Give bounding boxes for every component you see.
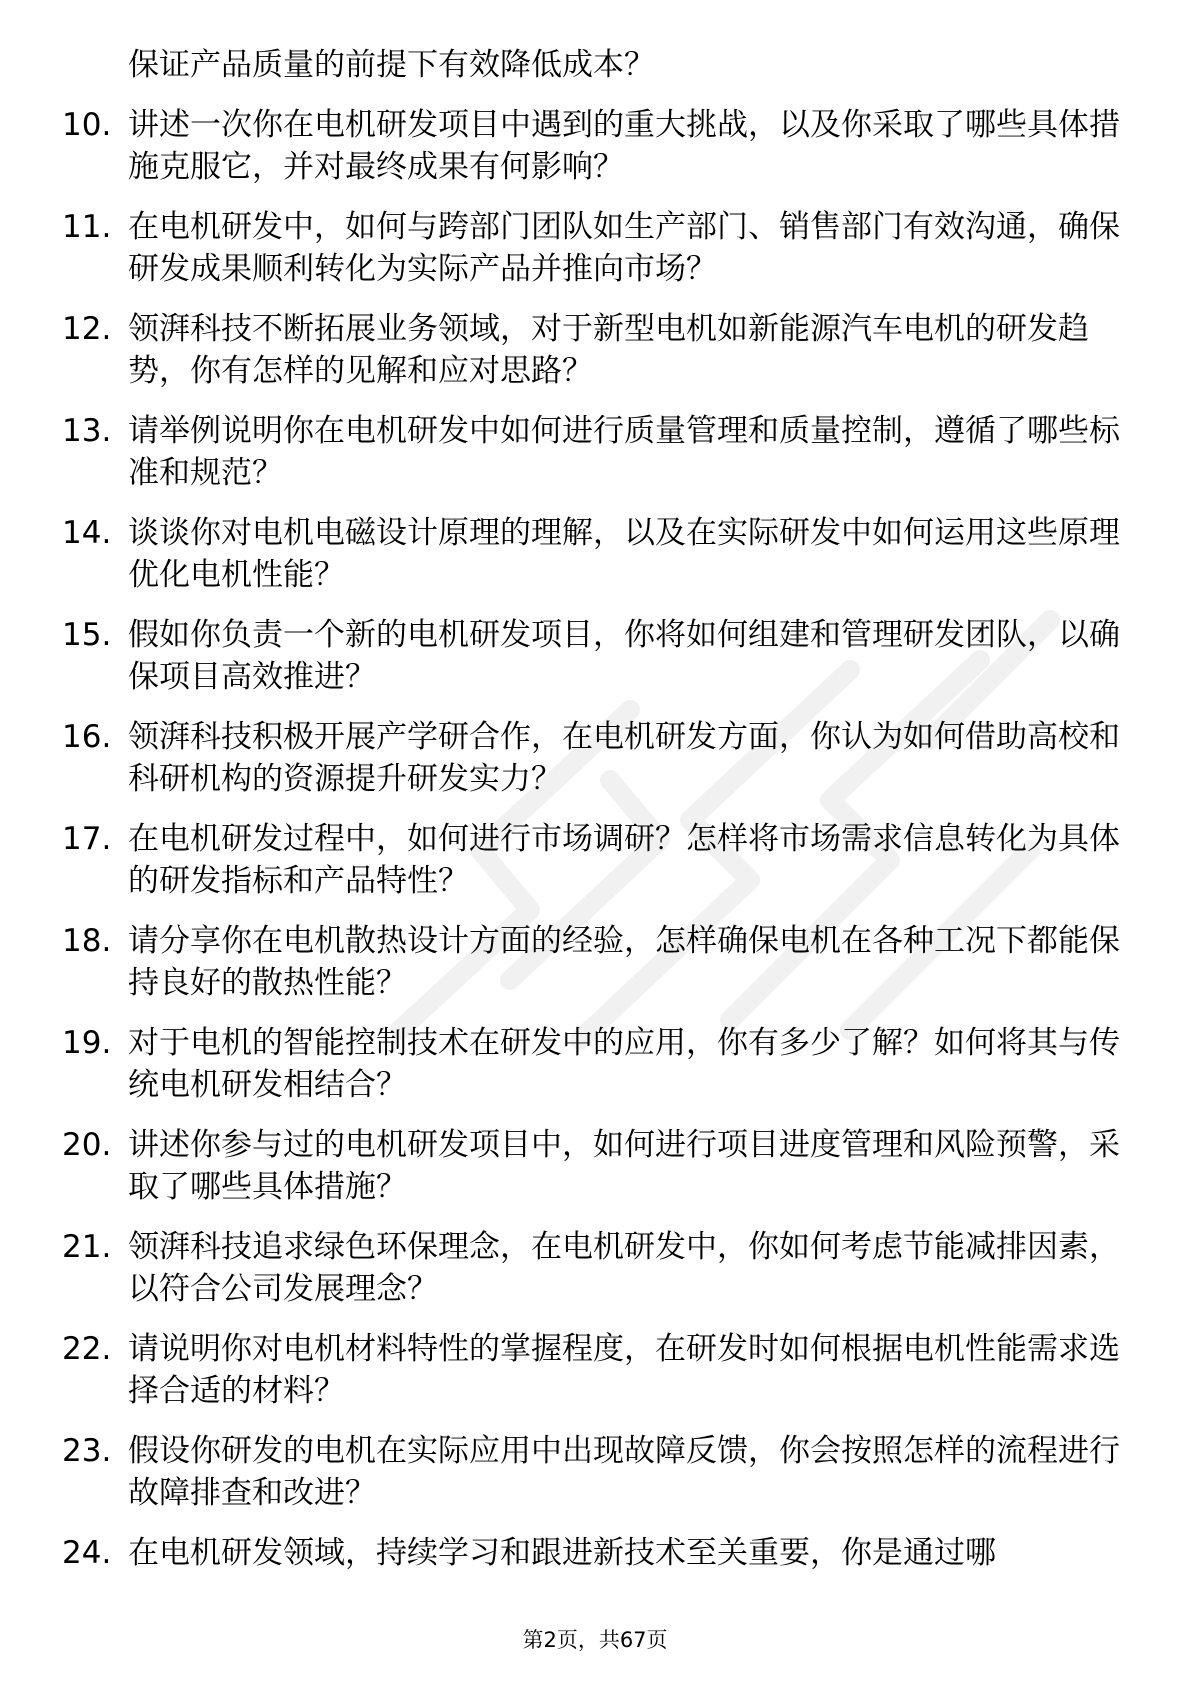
list-item [62, 206, 1122, 290]
item-number: 22. [62, 1331, 112, 1367]
item-text: 请分享你在电机散热设计方面的经验，怎样确保电机在各种工况下都能保持良好的散热性能？ [128, 923, 1120, 1001]
item-number: 17. [62, 821, 112, 857]
item-number: 14. [62, 515, 112, 551]
item-number: 15. [62, 617, 112, 653]
list-item [62, 818, 1122, 902]
list-item [62, 1328, 1122, 1412]
list-item [62, 1124, 1122, 1208]
item-text: 讲述一次你在电机研发项目中遇到的重大挑战，以及你采取了哪些具体措施克服它，并对最终成果有何影响？ [128, 107, 1120, 185]
list-item [62, 1022, 1122, 1106]
item-text: 谈谈你对电机电磁设计原理的理解，以及在实际研发中如何运用这些原理优化电机性能？ [128, 515, 1120, 593]
list-item [62, 104, 1122, 188]
item-number: 10. [62, 107, 112, 143]
page-footer: 第2页，共67页 [522, 1628, 668, 1652]
item-text: 领湃科技积极开展产学研合作，在电机研发方面，你认为如何借助高校和科研机构的资源提升研发实力？ [128, 719, 1120, 797]
item-text: 讲述你参与过的电机研发项目中，如何进行项目进度管理和风险预警，采取了哪些具体措施？ [128, 1127, 1120, 1205]
item-text: 假如你负责一个新的电机研发项目，你将如何组建和管理研发团队，以确保项目高效推进？ [128, 617, 1120, 695]
item-text: 对于电机的智能控制技术在研发中的应用，你有多少了解？如何将其与传统电机研发相结合？ [128, 1025, 1120, 1103]
item-text: 领湃科技追求绿色环保理念，在电机研发中，你如何考虑节能减排因素，以符合公司发展理念？ [128, 1229, 1120, 1307]
item-number: 23. [62, 1433, 112, 1469]
item-text: 在电机研发领域，持续学习和跟进新技术至关重要，你是通过哪 [128, 1535, 996, 1571]
item-text: 领湃科技不断拓展业务领域，对于新型电机如新能源汽车电机的研发趋势，你有怎样的见解和应对思路？ [128, 311, 1089, 389]
list-item [62, 920, 1122, 1004]
question-list [62, 44, 1122, 1592]
item-number: 24. [62, 1535, 112, 1571]
item-text: 请举例说明你在电机研发中如何进行质量管理和质量控制，遵循了哪些标准和规范？ [128, 413, 1120, 491]
continuation-text: 保证产品质量的前提下有效降低成本？ [128, 47, 655, 83]
list-item [62, 410, 1122, 494]
list-item [62, 308, 1122, 392]
list-item [62, 1430, 1122, 1514]
item-text: 假设你研发的电机在实际应用中出现故障反馈，你会按照怎样的流程进行故障排查和改进？ [128, 1433, 1120, 1511]
item-number: 21. [62, 1229, 112, 1265]
item-number: 18. [62, 923, 112, 959]
item-number: 11. [62, 209, 112, 245]
list-item [62, 716, 1122, 800]
list-item [62, 1532, 1122, 1574]
item-text: 在电机研发中，如何与跨部门团队如生产部门、销售部门有效沟通，确保研发成果顺利转化为实际产品并推向市场？ [128, 209, 1120, 287]
list-item [62, 1226, 1122, 1310]
item-number: 12. [62, 311, 112, 347]
item-text: 在电机研发过程中，如何进行市场调研？怎样将市场需求信息转化为具体的研发指标和产品特性？ [128, 821, 1120, 899]
list-item [62, 512, 1122, 596]
item-number: 20. [62, 1127, 112, 1163]
item-text: 请说明你对电机材料特性的掌握程度，在研发时如何根据电机性能需求选择合适的材料？ [128, 1331, 1120, 1409]
list-item [62, 614, 1122, 698]
item-number: 19. [62, 1025, 112, 1061]
item-number: 13. [62, 413, 112, 449]
item-number: 16. [62, 719, 112, 755]
